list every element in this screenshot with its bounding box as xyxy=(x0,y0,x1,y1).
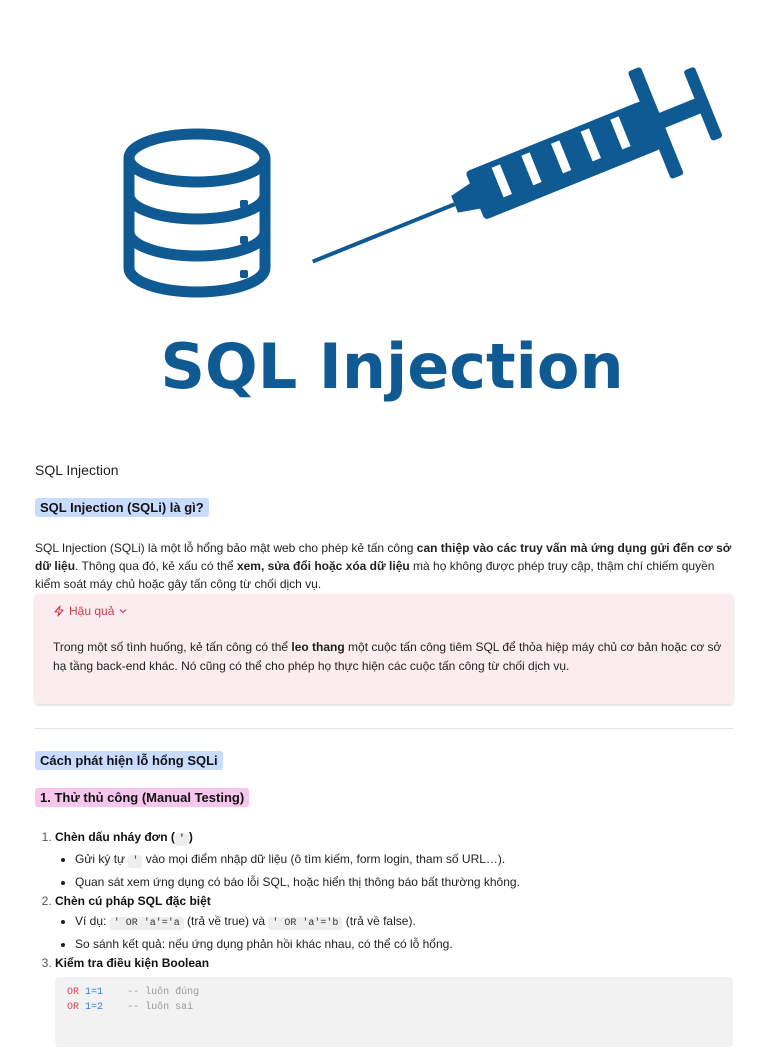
step-title: Kiểm tra điều kiện Boolean xyxy=(55,956,210,970)
sub-list xyxy=(55,849,735,892)
para-text: mà họ không được phép truy cập, thậm chí chiếm quyền kiểm soát máy chủ hoặc gây tấn công từ chối dịch vụ. xyxy=(35,559,715,591)
para-bold: xem, sửa đổi hoặc xóa dữ liệu xyxy=(236,559,410,573)
callout-text: một cuộc tấn công tiêm SQL để thỏa hiệp máy chủ cơ bản hoặc cơ sở hạ tầng back-end khác. Nó cũng có thể cho phép họ thực hiện các cuộc tấn công từ chối dịch vụ. xyxy=(53,640,722,673)
intro-paragraph xyxy=(35,539,735,593)
step-title xyxy=(55,830,193,844)
inline-code: ' OR 'a'='a xyxy=(110,917,184,930)
list-item xyxy=(55,828,735,892)
code-line xyxy=(67,1002,193,1013)
subsection-heading-manual-testing xyxy=(35,790,249,805)
section-heading-what-is-sqli xyxy=(35,500,209,515)
section-heading-detect-sqli xyxy=(35,753,223,768)
code-comment: -- luôn đúng xyxy=(127,987,200,998)
list-item xyxy=(75,911,735,934)
list-item: • So sánh kết quả: nếu ứng dụng phản hồi khác nhau, có thể có lỗ hổng. xyxy=(75,934,735,954)
para-bold: can thiệp vào các truy vấn mà ứng dụng gửi đến cơ sở dữ liệu xyxy=(35,541,732,573)
hero-banner xyxy=(0,0,768,440)
list-item xyxy=(55,954,735,973)
callout-label: Hậu quả xyxy=(69,604,115,618)
bullet-text: Gửi ký tự xyxy=(75,852,129,866)
bullet-text: Ví dụ: xyxy=(75,914,110,928)
subheading-highlight: 1. Thử thủ công (Manual Testing) xyxy=(35,788,249,807)
bullet-text: (trả về false). xyxy=(342,914,416,928)
inline-code: ' xyxy=(175,833,189,846)
para-text: SQL Injection (SQLi) là một lỗ hổng bảo mật web cho phép kẻ tấn công xyxy=(35,541,417,555)
list-item xyxy=(55,892,735,954)
inline-code: ' xyxy=(128,855,142,868)
code-keyword: OR xyxy=(67,1002,80,1013)
page-title: SQL Injection xyxy=(35,462,119,478)
bullet-text: vào mọi điểm nhập dữ liệu (ô tìm kiếm, form login, tham số URL…). xyxy=(142,852,506,866)
divider xyxy=(35,728,733,729)
list-item: • Quan sát xem ứng dụng có báo lỗi SQL, hoặc hiển thị thông báo bất thường không. xyxy=(75,872,735,892)
detection-steps-list xyxy=(35,828,735,973)
code-expr: 1=1 xyxy=(85,987,104,998)
callout-toggle[interactable] xyxy=(53,604,128,618)
code-comment: -- luôn sai xyxy=(127,1002,194,1013)
callout-text: Trong một số tình huống, kẻ tấn công có thể xyxy=(53,640,292,654)
step-title-end: ) xyxy=(188,830,193,844)
lightning-icon xyxy=(53,605,65,617)
code-keyword: OR xyxy=(67,987,80,998)
consequence-callout xyxy=(35,594,733,704)
database-icon xyxy=(129,134,265,292)
code-block[interactable] xyxy=(55,977,733,1047)
code-expr: 1=2 xyxy=(85,1002,104,1013)
callout-bold: leo thang xyxy=(291,640,345,654)
chevron-down-icon xyxy=(118,606,128,616)
list-item xyxy=(75,849,735,872)
heading-highlight: SQL Injection (SQLi) là gì? xyxy=(35,498,209,517)
callout-body xyxy=(53,638,725,676)
hero-illustration xyxy=(0,0,768,440)
heading-highlight: Cách phát hiện lỗ hổng SQLi xyxy=(35,751,223,770)
sub-list xyxy=(55,911,735,954)
step-title: Chèn cú pháp SQL đặc biệt xyxy=(55,894,211,908)
inline-code: ' OR 'a'='b xyxy=(268,917,342,930)
step-title-text: Chèn dấu nháy đơn ( xyxy=(55,830,175,844)
bullet-text: (trả về true) và xyxy=(183,914,269,928)
code-line xyxy=(67,987,199,998)
syringe-icon xyxy=(291,48,730,316)
para-text: . Thông qua đó, kẻ xấu có thể xyxy=(75,559,237,573)
banner-title: SQL Injection xyxy=(160,330,624,403)
